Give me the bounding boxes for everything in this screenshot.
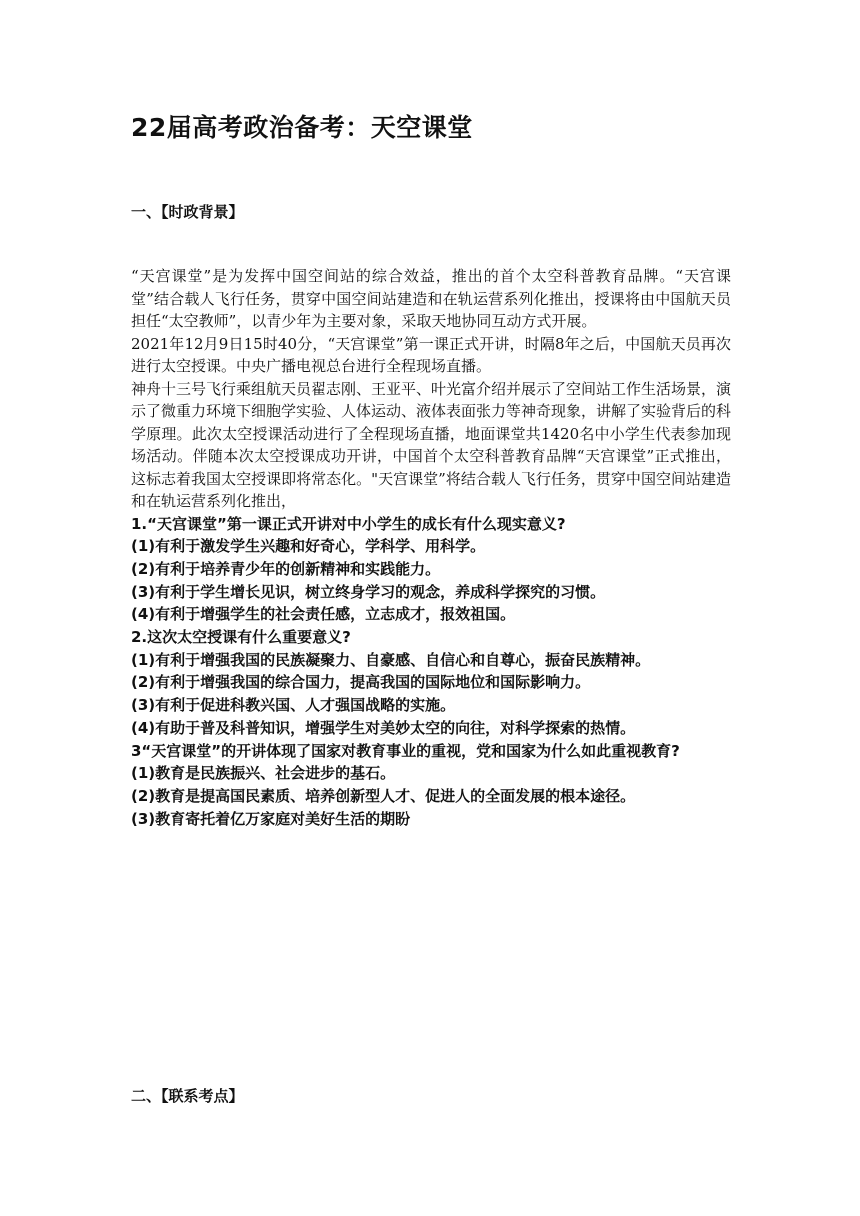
answer-item: (1)教育是民族振兴、社会进步的基石。 bbox=[131, 764, 396, 783]
answer-item: (2)教育是提高国民素质、培养创新型人才、促进人的全面发展的根本途径。 bbox=[131, 786, 636, 805]
answer-item: (2)有利于增强我国的综合国力，提高我国的国际地位和国际影响力。 bbox=[131, 673, 591, 692]
document-body bbox=[131, 265, 731, 830]
answer-item: (3)有利于学生增长见识，树立终身学习的观念，养成科学探究的习惯。 bbox=[131, 582, 606, 601]
answer-item: (2)有利于培养青少年的创新精神和实践能力。 bbox=[131, 559, 441, 578]
answer-item: (1)有利于激发学生兴趣和好奇心，学科学、用科学。 bbox=[131, 537, 486, 556]
paragraph: 神舟十三号飞行乘组航天员翟志刚、王亚平、叶光富介绍并展示了空间站工作生活场景，演示了微重力环境下细胞学实验、人体运动、液体表面张力等神奇现象，讲解了实验背后的科学原理。此次太空授课活动进行了全程现场直播，地面课堂共1420名中小学生代表参加现场活动。伴随本次太空授课成功开讲，中国首个太空科普教育品牌“天宫课堂”正式推出，这标志着我国太空授课即将常态化。"天宫课堂”将结合载人飞行任务，贯穿中国空间站建造和在轨运营系列化推出， bbox=[131, 379, 732, 510]
question-2: 2.这次太空授课有什么重要意义? bbox=[131, 628, 351, 647]
answer-item: (3)教育寄托着亿万家庭对美好生活的期盼 bbox=[131, 809, 411, 828]
page-title: 22届高考政治备考：天空课堂 bbox=[131, 113, 473, 142]
paragraph: “天宫课堂”是为发挥中国空间站的综合效益，推出的首个太空科普教育品牌。“天宫课堂”结合载人飞行任务，贯穿中国空间站建造和在轨运营系列化推出，授课将由中国航天员担任“太空教师”，以青少年为主要对象，采取天地协同互动方式开展。 bbox=[131, 267, 731, 330]
paragraph: 2021年12月9日15时40分，“天宫课堂”第一课正式开讲，时隔8年之后，中国航天员再次进行太空授课。中央广播电视总台进行全程现场直播。 bbox=[131, 334, 731, 375]
answer-item: (4)有助于普及科普知识，增强学生对美妙太空的向往，对科学探索的热情。 bbox=[131, 718, 636, 737]
question-1: 1.“天宫课堂”第一课正式开讲对中小学生的成长有什么现实意义? bbox=[131, 514, 566, 533]
answer-item: (1)有利于增强我国的民族凝聚力、自豪感、自信心和自尊心，振奋民族精神。 bbox=[131, 650, 651, 669]
answer-item: (4)有利于增强学生的社会责任感，立志成才，报效祖国。 bbox=[131, 605, 516, 624]
question-3: 3“天宫课堂”的开讲体现了国家对教育事业的重视，党和国家为什么如此重视教育? bbox=[131, 741, 680, 760]
section-heading-background: 一、【时政背景】 bbox=[131, 203, 244, 221]
section-heading-exam-points: 二、【联系考点】 bbox=[131, 1087, 244, 1105]
answer-item: (3)有利于促进科教兴国、人才强国战略的实施。 bbox=[131, 696, 456, 715]
